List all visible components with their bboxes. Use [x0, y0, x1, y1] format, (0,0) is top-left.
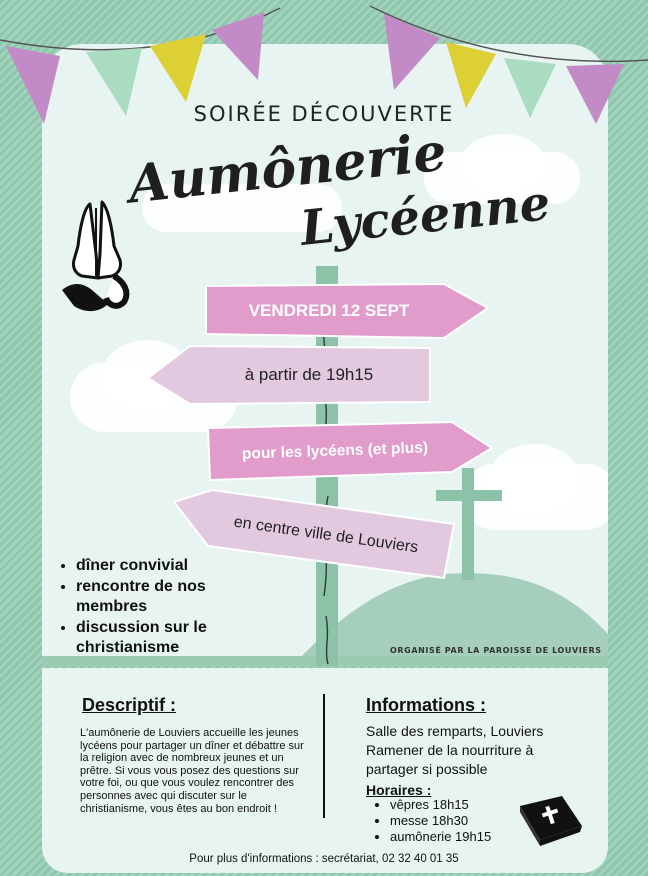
information-lines	[366, 722, 586, 779]
description-body: L'aumônerie de Louviers accueille les jeunes lycéens pour partager un dîner et débattre sur la religion avec de nombreux jeunes et un prêtre. Si vous vous posez des questions sur votre foi, ou que vous voulez rencontrer des personnes avec qui discuter sur le christianisme, vous êtes au bon endroit !	[80, 727, 304, 815]
sign-audience-label: pour les lycéens (et plus)	[241, 439, 429, 463]
hours-item: • messe 18h30	[390, 813, 491, 829]
hours-title: Horaires :	[366, 782, 432, 798]
sign-date-label: VENDREDI 12 SEPT	[248, 301, 410, 320]
sign-time	[146, 344, 432, 406]
praying-hands-icon	[58, 198, 134, 318]
sign-location-label: en centre ville de Louviers	[232, 513, 420, 557]
section-divider	[323, 694, 325, 818]
hours-item: • vêpres 18h15	[390, 797, 491, 813]
information-title: Informations :	[366, 695, 486, 715]
title-line-2: Lycéenne	[297, 175, 553, 257]
highlight-item: • rencontre de nos membres	[76, 577, 266, 617]
hours-list	[374, 797, 491, 845]
highlights-list	[60, 556, 266, 659]
highlight-item: • discussion sur le christianisme	[76, 618, 266, 658]
description-title: Descriptif :	[82, 695, 177, 715]
highlight-item: • dîner convivial	[76, 556, 266, 576]
sign-audience	[206, 420, 494, 482]
organizer-note: ORGANISÉ PAR LA PAROISSE DE LOUVIERS	[390, 646, 602, 655]
title-line-1: Aumônerie	[125, 121, 450, 216]
sign-date	[204, 282, 490, 340]
bible-icon	[518, 796, 584, 848]
hours-item: • aumônerie 19h15	[390, 829, 491, 845]
information-line: Ramener de la nourriture à partager si possible	[366, 742, 534, 777]
event-subtitle: SOIRÉE DÉCOUVERTE	[193, 102, 455, 126]
information-line: Salle des remparts, Louviers	[366, 723, 544, 739]
sign-time-label: à partir de 19h15	[244, 365, 374, 384]
footer-contact: Pour plus d'informations : secrétariat, 02 32 40 01 35	[189, 853, 459, 865]
